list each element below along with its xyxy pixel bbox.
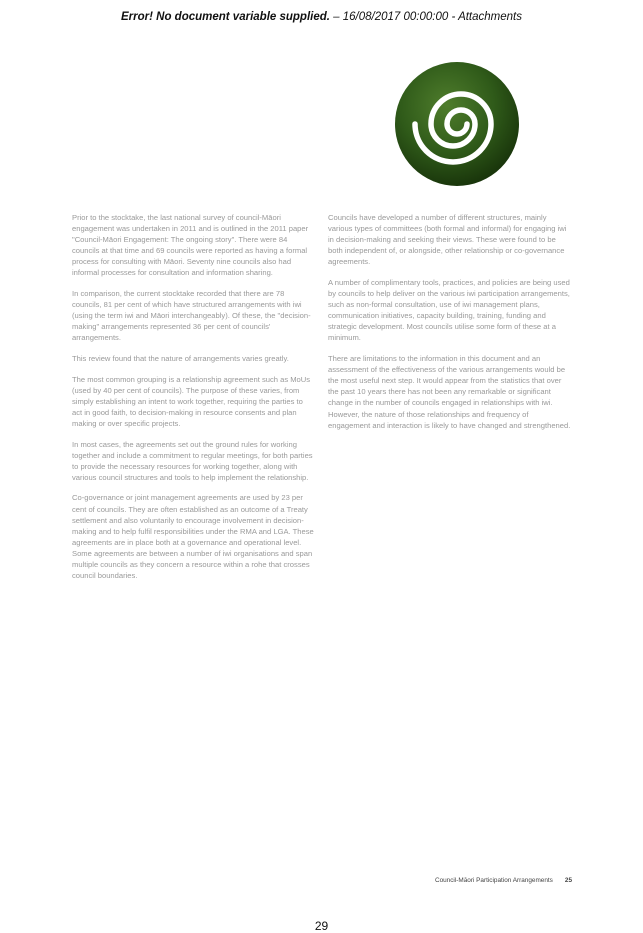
paragraph: Councils have developed a number of different structures, mainly various types of committees (both formal and informal) for engaging iwi in decision-making and seeking their views. These were found to be both independent of, or alongside, other relationship or co-governance agreements. [328, 213, 567, 267]
right-text-column [328, 212, 572, 440]
paragraph: In comparison, the current stocktake recorded that there are 78 councils, 81 per cent of which have structured arrangements with iwi (using the term iwi and Māori interchangeably). Of these, the "decision-making" arrangements represented 36 per cent of councils' arrangements. [72, 289, 311, 343]
document-header [0, 11, 643, 23]
paragraph: Prior to the stocktake, the last national survey of council-Māori engagement was undertaken in 2011 and is outlined in the 2011 paper "Council-Māori Engagement: The ongoing story". There were 84 councils at that time and 69 councils were reported as having a formal process for consulting with Māori. Seventy nine councils also had informal processes for consultation and information sharing. [72, 213, 309, 278]
paragraph: Co-governance or joint management agreements are used by 23 per cent of councils. They are often established as an outcome of a Treaty settlement and also voluntarily to encourage involvement in decision-making and to help fulfil responsibilities under the RMA and LGA. These agreements are in place both at a governance and operational level. Some agreements are between a number of iwi organisations and span multiple councils as they concern a resource within a rohe that crosses council boundaries. [72, 493, 314, 581]
paragraph: The most common grouping is a relationship agreement such as MoUs (used by 40 per cent of councils). The purpose of these varies, from simply establishing an intent to work together, requiring the parties to act in good faith, to decision-making in resource consents and plan making or over specific projects. [72, 374, 311, 428]
footer-page-number: 25 [564, 877, 572, 884]
paragraph: There are limitations to the information in this document and an assessment of the effectiveness of the various arrangements would be the most useful next step. It would appear from the statistics that over the past 10 years there has not been any remarkable or significant change in the number of councils engaged in relationships with iwi. However, the nature of those relationships and frequency of engagement and interaction is likely to have changed and strengthened. [328, 354, 571, 430]
page-number: 29 [314, 919, 329, 933]
paragraph: In most cases, the agreements set out the ground rules for working together and include a commitment to regular meetings, for both parties to provide the necessary resources for working together, along with various council structures and tools to help implement the relationship. [72, 439, 313, 482]
paragraph: A number of complimentary tools, practices, and policies are being used by councils to help deliver on the various iwi participation arrangements, such as non-formal consultation, use of iwi management plans, communication initiatives, capacity building, training, funding and strategic development. Most councils utilise some form of these at a minimum. [328, 277, 570, 343]
footer-title: Council-Māori Participation Arrangements [434, 877, 553, 884]
left-text-column [72, 212, 315, 591]
header-error-text: Error! No document variable supplied. [121, 11, 330, 23]
header-date-text: – 16/08/2017 00:00:00 - Attachments [329, 11, 522, 23]
greenstone-koru-pendant-icon [393, 60, 521, 188]
running-footer [435, 877, 572, 884]
paragraph: This review found that the nature of arrangements varies greatly. [72, 354, 289, 364]
